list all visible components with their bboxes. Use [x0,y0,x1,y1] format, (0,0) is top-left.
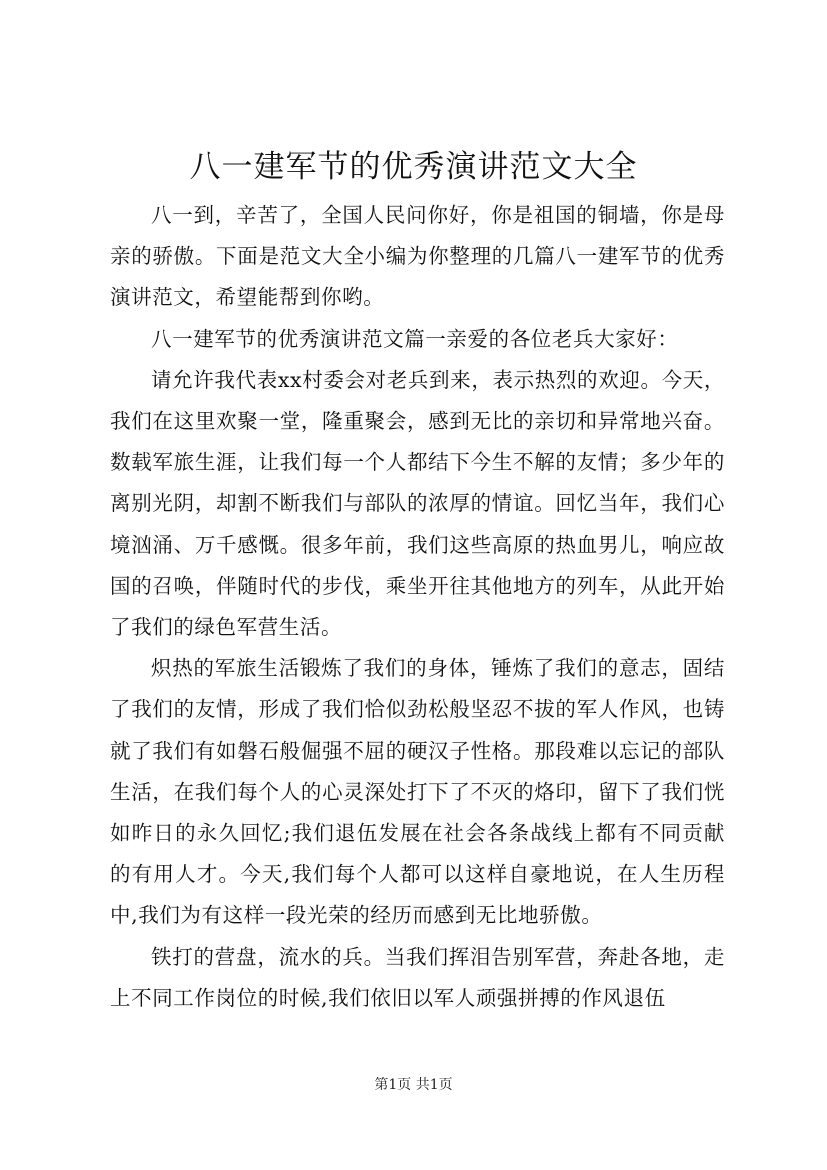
document-body [110,195,725,1019]
paragraph-intro: 八一到，辛苦了，全国人民问你好，你是祖国的铜墙，你是母亲的骄傲。下面是范文大全小编为你整理的几篇八一建军节的优秀演讲范文，希望能帮到你哟。 [110,203,725,310]
page-number-footer: 第1页 共1页 [374,1077,453,1093]
paragraph-military-life: 炽热的军旅生活锻炼了我们的身体，锤炼了我们的意志，固结了我们的友情，形成了我们恰似劲松般坚忍不拔的军人作风，也铸就了我们有如磐石般倔强不屈的硬汉子性格。那段难以忘记的部队生活，在我们每个人的心灵深处打下了不灭的烙印，留下了我们恍如昨日的永久回忆;我们退伍发展在社会各条战线上都有不同贡献的有用人才。今天,我们每个人都可以这样自豪地说，在人生历程中,我们为有这样一段光荣的经历而感到无比地骄傲。 [110,656,725,928]
paragraph-farewell: 铁打的营盘，流水的兵。当我们挥泪告别军营，奔赴各地，走上不同工作岗位的时候,我们依旧以军人顽强拼搏的作风退伍 [110,944,725,1010]
paragraph-welcome: 请允许我代表xx村委会对老兵到来，表示热烈的欢迎。今天，我们在这里欢聚一堂，隆重聚会，感到无比的亲切和异常地兴奋。数载军旅生涯，让我们每一个人都结下今生不解的友情；多少年的离别光阴，却割不断我们与部队的浓厚的情谊。回忆当年，我们心境汹涌、万千感慨。很多年前，我们这些高原的热血男儿，响应故国的召唤，伴随时代的步伐，乘坐开往其他地方的列车，从此开始了我们的绿色军营生活。 [110,367,725,640]
document-title: 八一建军节的优秀演讲范文大全 [189,149,638,185]
paragraph-speech-heading: 八一建军节的优秀演讲范文篇一亲爱的各位老兵大家好： [151,326,679,351]
